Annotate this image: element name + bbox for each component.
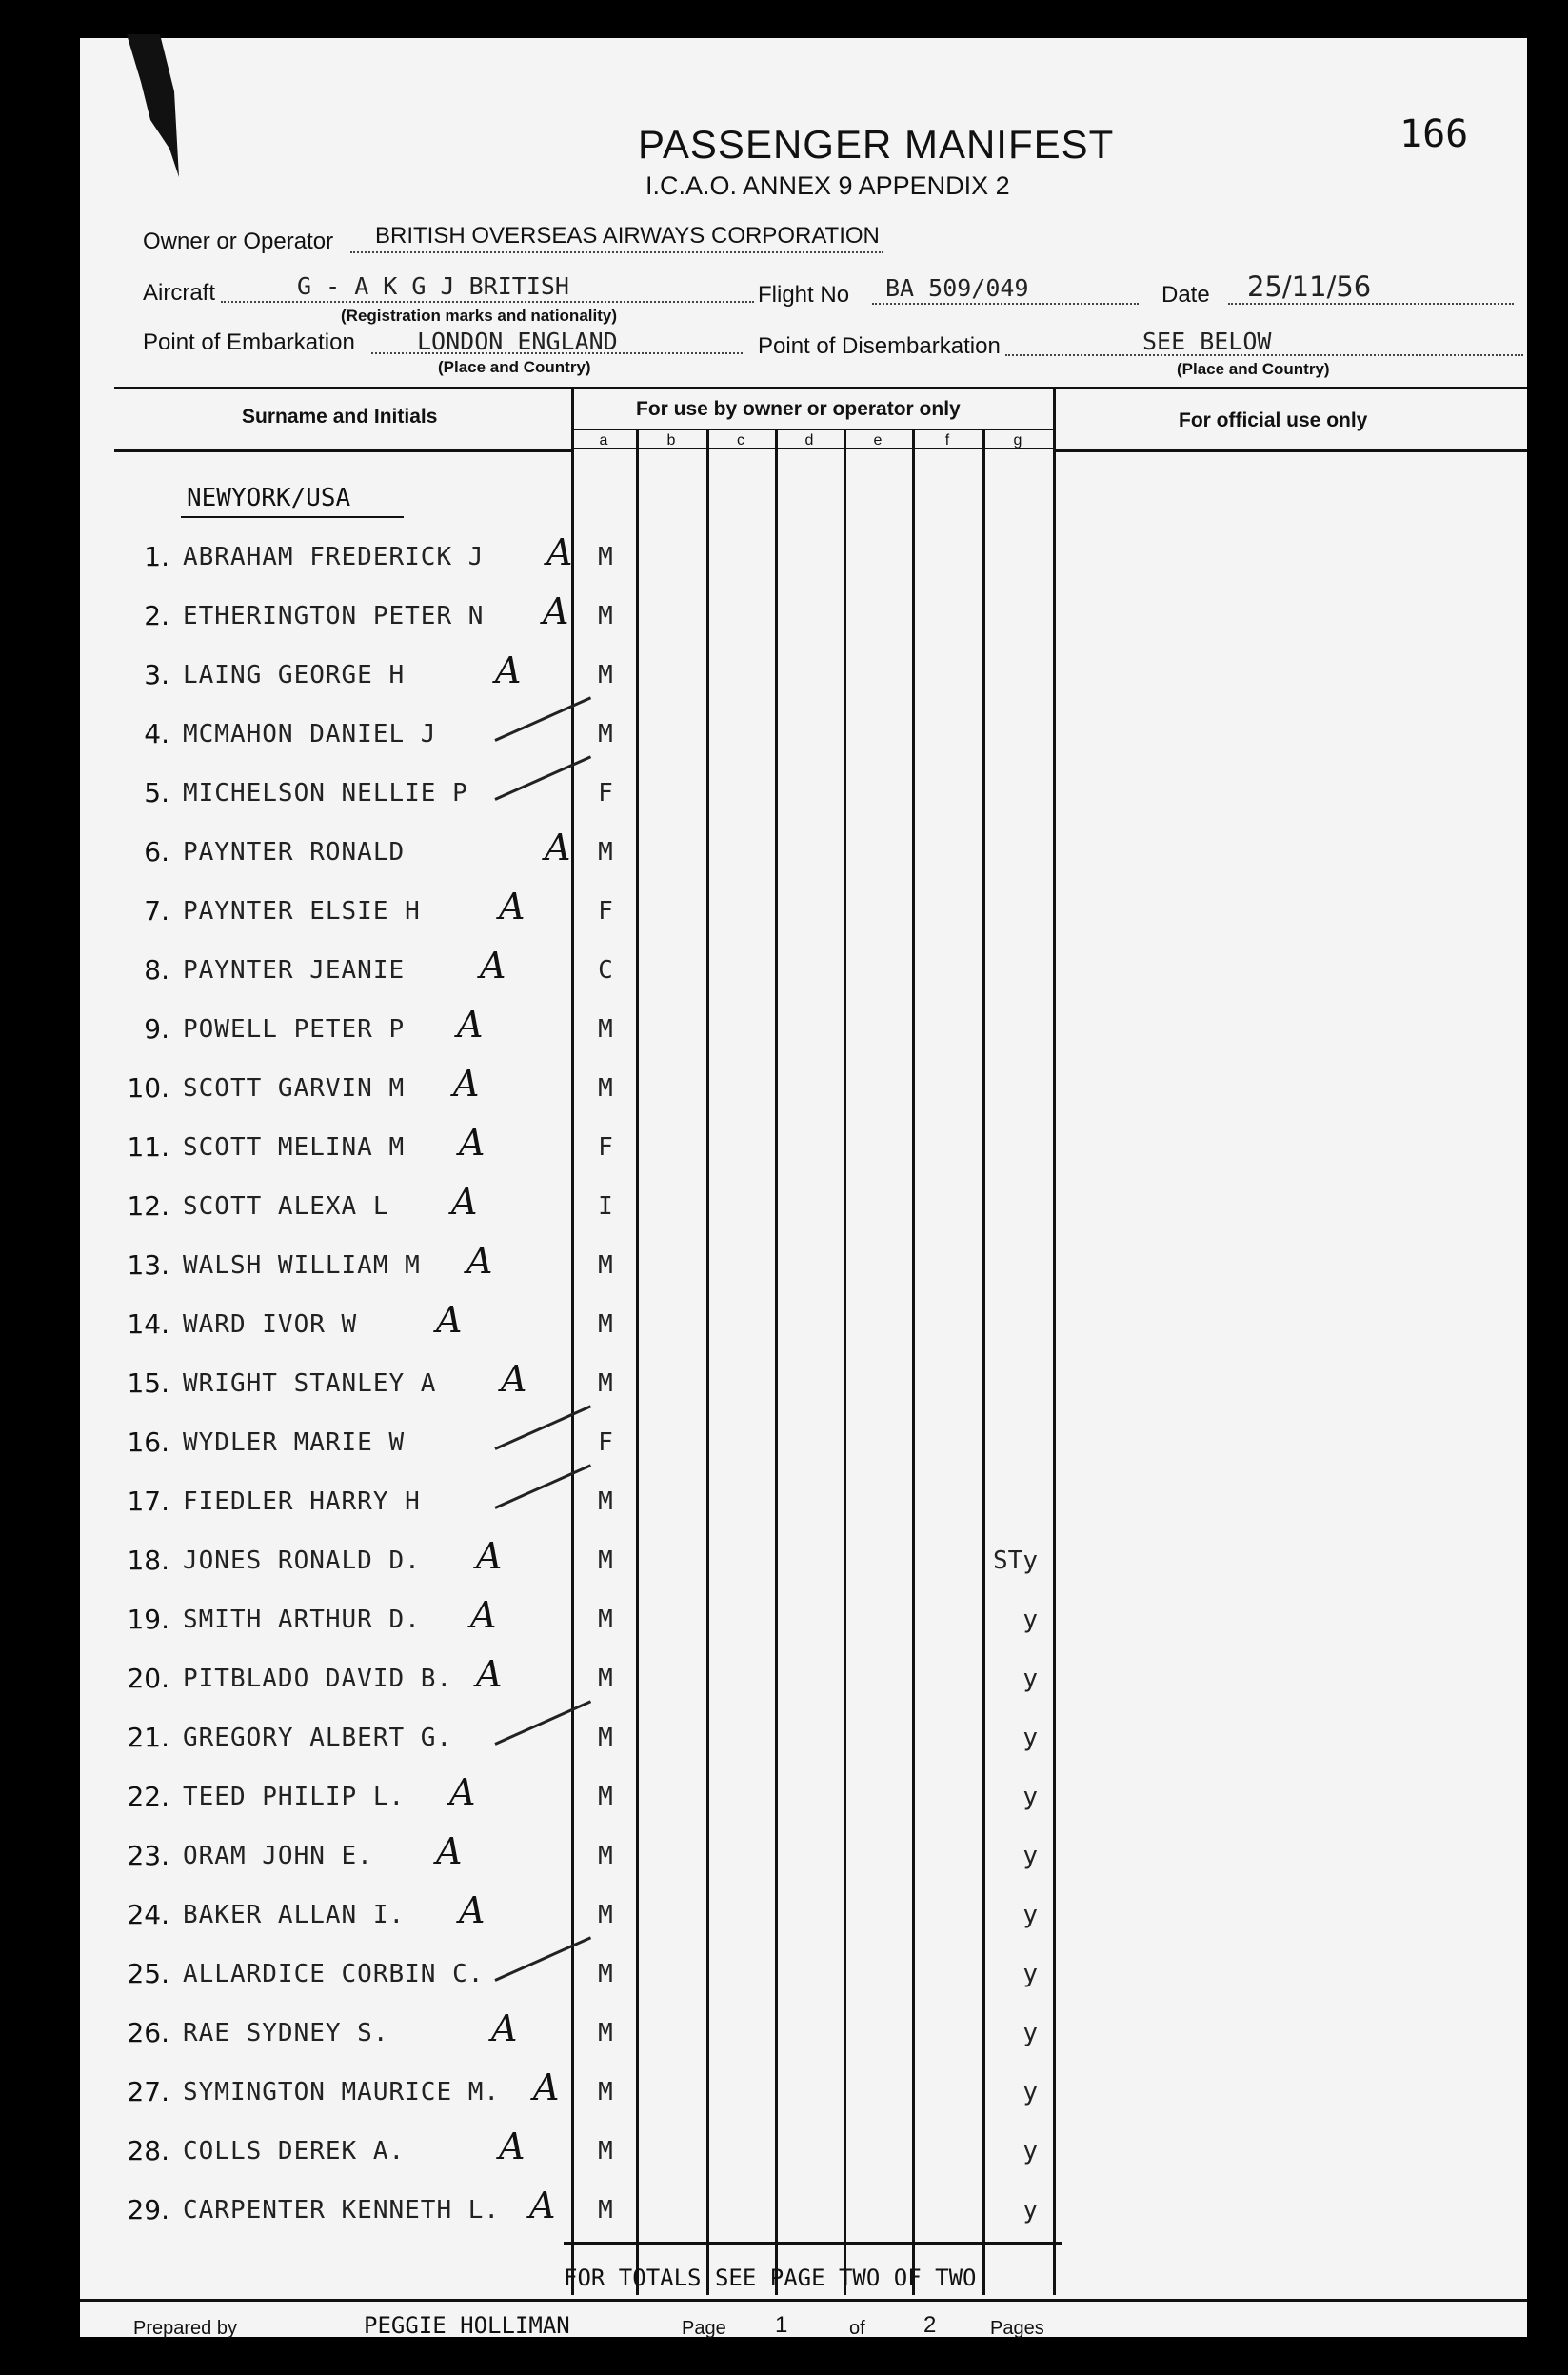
passenger-col-g: STy (993, 1547, 1038, 1575)
column-letter: f (944, 432, 950, 449)
passenger-sex: F (598, 1133, 613, 1162)
column-letter: c (737, 432, 744, 449)
column-letter: b (666, 432, 676, 449)
check-mark-a: A (543, 590, 569, 632)
passenger-row (0, 1299, 1568, 1347)
passenger-row (0, 1063, 1568, 1110)
passenger-name: MCMAHON DANIEL J (183, 720, 437, 748)
passenger-number: 15. (127, 1367, 169, 1399)
passenger-sex: M (598, 1960, 613, 1988)
embarkation-note: (Place and Country) (438, 358, 591, 376)
page-title: PASSENGER MANIFEST (638, 122, 1115, 167)
passenger-number: 11. (127, 1131, 169, 1163)
passenger-row (0, 590, 1568, 638)
passenger-row (0, 1181, 1568, 1228)
passenger-number: 8. (144, 954, 169, 986)
passenger-sex: I (598, 1192, 613, 1221)
check-mark-a: A (466, 1240, 493, 1282)
flight-line (872, 303, 1139, 305)
passenger-row (0, 1427, 1568, 1465)
disembarkation-label: Point of Disembarkation (758, 333, 1001, 359)
passenger-name: FIEDLER HARRY H (183, 1487, 421, 1516)
passenger-number: 26. (127, 2017, 169, 2048)
passenger-sex: M (598, 1547, 613, 1575)
check-mark-a: A (449, 1771, 476, 1813)
prepared-value: PEGGIE HOLLIMAN (364, 2312, 570, 2339)
passenger-name: WARD IVOR W (183, 1310, 358, 1339)
passenger-row (0, 1722, 1568, 1760)
passenger-number: 23. (127, 1840, 169, 1871)
check-mark-a: A (453, 1063, 480, 1105)
passenger-row (0, 718, 1568, 756)
column-divider (912, 429, 915, 2295)
passenger-sex: M (598, 1074, 613, 1103)
check-mark-a: A (545, 827, 571, 868)
passenger-row (0, 1122, 1568, 1169)
aircraft-value: G - A K G J BRITISH (297, 272, 569, 300)
passenger-row (0, 777, 1568, 815)
passenger-number: 18. (127, 1545, 169, 1576)
passenger-number: 25. (127, 1958, 169, 1989)
passenger-sex: M (598, 543, 613, 571)
passenger-name: ALLARDICE CORBIN C. (183, 1960, 485, 1988)
col-header-official-use: For official use only (1179, 409, 1368, 431)
torn-corner (122, 34, 189, 187)
page-value: 1 (775, 2312, 788, 2338)
owner-value: BRITISH OVERSEAS AIRWAYS CORPORATION (375, 223, 880, 249)
passenger-sex: M (598, 2078, 613, 2106)
column-divider (706, 429, 709, 2295)
check-mark-a: A (436, 1299, 463, 1341)
passenger-col-g: y (1022, 1665, 1038, 1693)
aircraft-line (221, 301, 754, 303)
passenger-col-g: y (1022, 1724, 1038, 1752)
passenger-col-g: y (1022, 1783, 1038, 1811)
passenger-row (0, 1594, 1568, 1642)
check-mark-a: A (451, 1181, 478, 1223)
check-mark-a: A (546, 531, 573, 573)
passenger-name: WALSH WILLIAM M (183, 1251, 421, 1280)
check-mark-a: A (480, 945, 506, 987)
prepared-label: Prepared by (133, 2318, 237, 2339)
passenger-sex: M (598, 1901, 613, 1929)
passenger-sex: F (598, 897, 613, 926)
date-value: 25/11/56 (1247, 270, 1372, 303)
passenger-sex: M (598, 1487, 613, 1516)
passenger-row (0, 886, 1568, 933)
passenger-row (0, 1653, 1568, 1701)
passenger-name: PAYNTER ELSIE H (183, 897, 421, 926)
passenger-number: 21. (127, 1722, 169, 1753)
check-mark-a: A (436, 1830, 463, 1872)
aircraft-note: (Registration marks and nationality) (341, 307, 617, 325)
owner-label: Owner or Operator (143, 229, 334, 254)
destination-heading: NEWYORK/USA (187, 484, 351, 512)
passenger-col-g: y (1022, 2137, 1038, 2165)
aircraft-label: Aircraft (143, 280, 216, 306)
passenger-number: 20. (127, 1663, 169, 1694)
passenger-number: 27. (127, 2076, 169, 2107)
passenger-name: POWELL PETER P (183, 1015, 406, 1044)
passenger-sex: C (598, 956, 613, 985)
passenger-name: PAYNTER JEANIE (183, 956, 406, 985)
destination-underline (181, 516, 404, 518)
embarkation-value: LONDON ENGLAND (417, 328, 618, 355)
passenger-name: SCOTT ALEXA L (183, 1192, 389, 1221)
passenger-row (0, 1771, 1568, 1819)
passenger-col-g: y (1022, 1842, 1038, 1870)
footer-rule (80, 2299, 1527, 2302)
column-divider (844, 429, 846, 2295)
disembarkation-value: SEE BELOW (1142, 328, 1272, 355)
passenger-sex: M (598, 2196, 613, 2225)
passenger-name: ETHERINGTON PETER N (183, 602, 485, 630)
passenger-row (0, 2185, 1568, 2232)
totals-note: FOR TOTALS SEE PAGE TWO OF TWO (564, 2265, 977, 2291)
column-divider (636, 429, 639, 2295)
passenger-row (0, 1358, 1568, 1406)
check-mark-a: A (457, 1004, 484, 1046)
column-divider (982, 429, 985, 2295)
column-letter: a (599, 432, 608, 449)
passenger-row (0, 1240, 1568, 1287)
passenger-row (0, 1830, 1568, 1878)
passenger-row (0, 1535, 1568, 1583)
passenger-name: WRIGHT STANLEY A (183, 1369, 437, 1398)
passenger-col-g: y (1022, 2019, 1038, 2047)
flight-value: BA 509/049 (885, 274, 1029, 302)
column-divider (775, 429, 778, 2295)
header-bottom-rule-left (114, 449, 571, 452)
header-bottom-rule-right (1055, 449, 1527, 452)
passenger-number: 13. (127, 1249, 169, 1281)
passenger-name: ORAM JOHN E. (183, 1842, 373, 1870)
passenger-sex: M (598, 2019, 613, 2047)
of-label: of (849, 2318, 865, 2339)
passenger-row (0, 649, 1568, 697)
col-header-surname: Surname and Initials (242, 406, 438, 428)
passenger-name: MICHELSON NELLIE P (183, 779, 468, 808)
check-mark-a: A (476, 1653, 503, 1695)
passenger-name: WYDLER MARIE W (183, 1428, 406, 1457)
flight-label: Flight No (758, 282, 850, 308)
passenger-sex: M (598, 1310, 613, 1339)
passenger-name: ABRAHAM FREDERICK J (183, 543, 485, 571)
passenger-name: CARPENTER KENNETH L. (183, 2196, 501, 2225)
passenger-sex: M (598, 1724, 613, 1752)
passenger-name: PAYNTER RONALD (183, 838, 406, 867)
passenger-name: COLLS DEREK A. (183, 2137, 406, 2165)
passenger-number: 9. (144, 1013, 169, 1045)
passenger-sex: M (598, 1015, 613, 1044)
passenger-row (0, 2007, 1568, 2055)
passenger-sex: M (598, 1783, 613, 1811)
passenger-name: LAING GEORGE H (183, 661, 406, 689)
check-mark-a: A (476, 1535, 503, 1577)
check-mark-a: A (499, 886, 526, 928)
passenger-name: SCOTT GARVIN M (183, 1074, 406, 1103)
passenger-number: 28. (127, 2135, 169, 2166)
disembarkation-note: (Place and Country) (1177, 360, 1330, 378)
date-line (1228, 303, 1514, 305)
passenger-name: RAE SYDNEY S. (183, 2019, 389, 2047)
passenger-name: JONES RONALD D. (183, 1547, 421, 1575)
passenger-number: 12. (127, 1190, 169, 1222)
passenger-name: PITBLADO DAVID B. (183, 1665, 453, 1693)
check-mark-a: A (470, 1594, 497, 1636)
passenger-sex: M (598, 838, 613, 867)
table-top-rule (114, 387, 1527, 389)
passenger-row (0, 1889, 1568, 1937)
passenger-sex: M (598, 1369, 613, 1398)
passenger-name: SMITH ARTHUR D. (183, 1606, 421, 1634)
date-label: Date (1161, 282, 1210, 308)
passenger-row (0, 1004, 1568, 1051)
passenger-number: 16. (127, 1427, 169, 1458)
column-letter: e (873, 432, 883, 449)
page-number: 166 (1399, 112, 1469, 156)
passenger-number: 4. (144, 718, 169, 749)
passenger-sex: F (598, 1428, 613, 1457)
passenger-col-g: y (1022, 1901, 1038, 1929)
passenger-number: 10. (127, 1072, 169, 1104)
passenger-number: 29. (127, 2194, 169, 2225)
passenger-number: 19. (127, 1604, 169, 1635)
passenger-name: BAKER ALLAN I. (183, 1901, 406, 1929)
col-header-owner-use: For use by owner or operator only (636, 398, 961, 420)
passenger-number: 24. (127, 1899, 169, 1930)
passenger-number: 5. (144, 777, 169, 808)
passenger-name: GREGORY ALBERT G. (183, 1724, 453, 1752)
passenger-sex: M (598, 1251, 613, 1280)
column-letter: g (1013, 432, 1022, 449)
passenger-row (0, 2126, 1568, 2173)
pages-label: Pages (990, 2318, 1044, 2339)
passenger-number: 14. (127, 1308, 169, 1340)
passenger-col-g: y (1022, 1606, 1038, 1634)
passenger-sex: M (598, 602, 613, 630)
passenger-sex: M (598, 1665, 613, 1693)
table-end-rule (564, 2242, 1062, 2245)
passenger-number: 6. (144, 836, 169, 868)
check-mark-a: A (491, 2007, 518, 2049)
passenger-col-g: y (1022, 1960, 1038, 1988)
page-subtitle: I.C.A.O. ANNEX 9 APPENDIX 2 (645, 171, 1010, 200)
page-label: Page (682, 2318, 726, 2339)
passenger-row (0, 2066, 1568, 2114)
passenger-number: 3. (144, 659, 169, 690)
passenger-sex: M (598, 2137, 613, 2165)
passenger-sex: M (598, 661, 613, 689)
passenger-name: SYMINGTON MAURICE M. (183, 2078, 501, 2106)
check-mark-a: A (533, 2066, 560, 2108)
passenger-number: 7. (144, 895, 169, 927)
passenger-row (0, 531, 1568, 579)
passenger-sex: M (598, 1606, 613, 1634)
check-mark-a: A (529, 2185, 556, 2226)
passenger-sex: M (598, 1842, 613, 1870)
of-value: 2 (923, 2312, 937, 2338)
passenger-name: SCOTT MELINA M (183, 1133, 406, 1162)
passenger-row (0, 945, 1568, 992)
check-mark-a: A (459, 1889, 486, 1931)
passenger-col-g: y (1022, 2078, 1038, 2106)
passenger-row (0, 1958, 1568, 1996)
check-mark-a: A (501, 1358, 527, 1400)
check-mark-a: A (499, 2126, 526, 2167)
passenger-number: 2. (144, 600, 169, 631)
check-mark-a: A (459, 1122, 486, 1164)
embarkation-label: Point of Embarkation (143, 329, 355, 355)
owner-line (350, 251, 883, 253)
passenger-sex: F (598, 779, 613, 808)
passenger-row (0, 827, 1568, 874)
passenger-number: 17. (127, 1486, 169, 1517)
column-letter: d (804, 432, 814, 449)
passenger-number: 1. (144, 541, 169, 572)
passenger-name: TEED PHILIP L. (183, 1783, 406, 1811)
passenger-col-g: y (1022, 2196, 1038, 2225)
check-mark-a: A (495, 649, 522, 691)
passenger-number: 22. (127, 1781, 169, 1812)
passenger-row (0, 1486, 1568, 1524)
passenger-sex: M (598, 720, 613, 748)
